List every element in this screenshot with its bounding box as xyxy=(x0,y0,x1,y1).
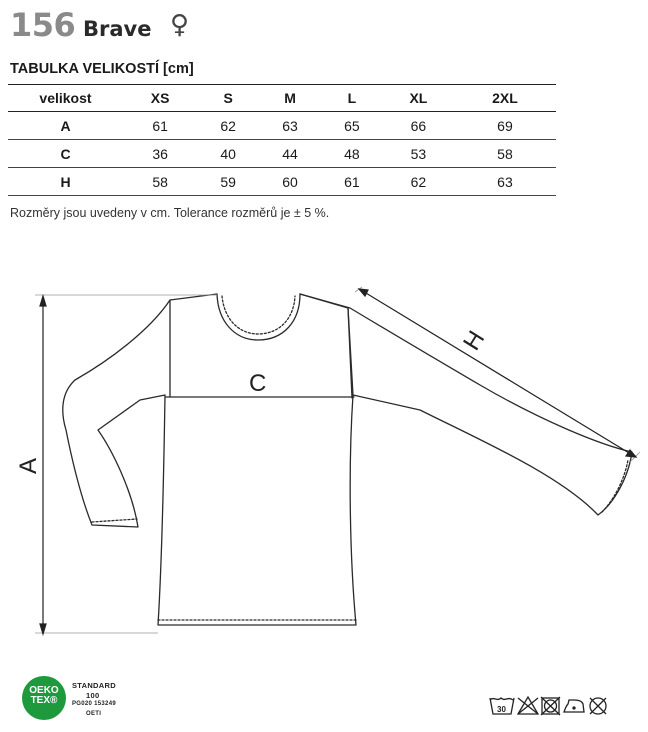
size-table-title: TABULKA VELIKOSTÍ [cm] xyxy=(10,61,194,77)
column-header: velikost xyxy=(8,85,123,112)
column-header: L xyxy=(321,85,383,112)
certification-text xyxy=(72,681,116,719)
wash-30-icon xyxy=(490,698,514,714)
table-header-row xyxy=(8,85,556,112)
table-cell: 53 xyxy=(383,140,454,168)
table-row xyxy=(8,140,556,168)
table-cell: 62 xyxy=(383,168,454,196)
h-label: H xyxy=(458,326,491,356)
h-dimension-line xyxy=(361,290,634,456)
standard-number: 100 xyxy=(86,690,100,700)
column-header: 2XL xyxy=(454,85,556,112)
row-label: C xyxy=(8,140,123,168)
no-bleach-icon xyxy=(518,697,538,714)
table-cell: 61 xyxy=(123,112,197,140)
table-cell: 62 xyxy=(197,112,259,140)
table-cell: 58 xyxy=(123,168,197,196)
table-cell: 63 xyxy=(259,112,321,140)
table-cell: 60 xyxy=(259,168,321,196)
institute-label: OETI xyxy=(86,710,102,717)
table-cell: 48 xyxy=(321,140,383,168)
iron-low-icon xyxy=(564,700,584,712)
table-cell: 63 xyxy=(454,168,556,196)
c-label: C xyxy=(249,370,267,397)
certificate-number: PG020 153249 xyxy=(72,701,116,707)
column-header: M xyxy=(259,85,321,112)
table-cell: 58 xyxy=(454,140,556,168)
shirt-outline xyxy=(63,294,356,625)
no-dry-clean-icon xyxy=(590,698,606,714)
standard-label: STANDARD xyxy=(72,681,116,690)
female-icon: ♀ xyxy=(170,10,190,40)
oeko-tex-badge: OEKO TEX® xyxy=(22,676,66,720)
table-cell: 65 xyxy=(321,112,383,140)
column-header: S xyxy=(197,85,259,112)
table-cell: 40 xyxy=(197,140,259,168)
table-row xyxy=(8,112,556,140)
table-cell: 69 xyxy=(454,112,556,140)
product-name: Brave xyxy=(83,17,152,41)
table-cell: 36 xyxy=(123,140,197,168)
neckline xyxy=(217,294,300,340)
table-cell: 61 xyxy=(321,168,383,196)
table-cell: 59 xyxy=(197,168,259,196)
tolerance-note: Rozměry jsou uvedeny v cm. Tolerance rozměrů je ± 5 %. xyxy=(10,206,330,220)
size-table xyxy=(8,84,556,196)
product-code: 156 xyxy=(10,6,76,44)
table-cell: 44 xyxy=(259,140,321,168)
care-symbols xyxy=(488,694,624,720)
garment-diagram xyxy=(0,270,648,650)
column-header: XL xyxy=(383,85,454,112)
column-header: XS xyxy=(123,85,197,112)
a-label: A xyxy=(15,457,42,474)
no-tumble-dry-icon xyxy=(541,697,560,715)
row-label: H xyxy=(8,168,123,196)
table-cell: 66 xyxy=(383,112,454,140)
table-row xyxy=(8,168,556,196)
svg-text:30: 30 xyxy=(497,705,506,714)
row-label: A xyxy=(8,112,123,140)
